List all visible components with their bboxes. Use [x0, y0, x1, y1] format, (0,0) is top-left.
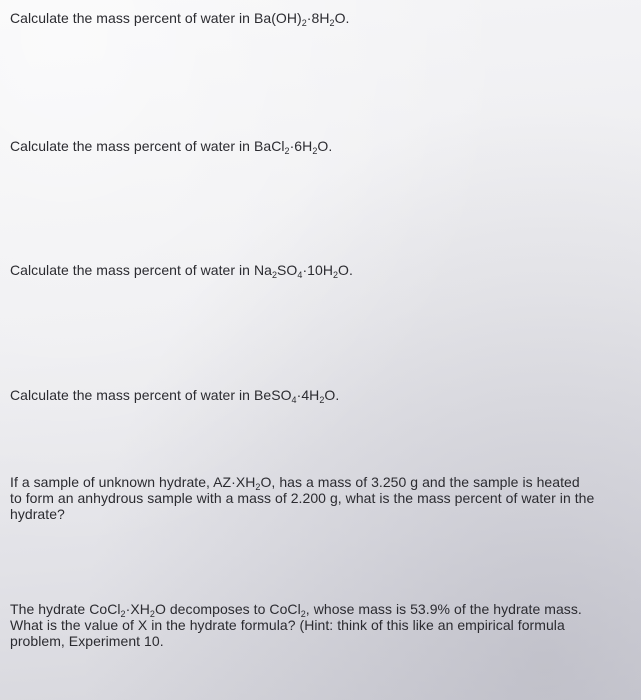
question-5-text-end: has a mass of 3.250 g and the sample is heated to form an anhydrous sample with a mass of 2.200 g, what is the mass percent of water in the hydrate?: [10, 474, 595, 522]
question-1-prompt: Calculate the mass percent of water in: [10, 10, 251, 26]
question-3-prompt: Calculate the mass percent of water in: [10, 262, 251, 278]
question-1-formula: $Ba(OH)_2\cdot 8H_2O$.: [253, 10, 350, 28]
question-3-formula: $Na_2SO_4\cdot 10H_2O$.: [253, 262, 353, 280]
question-1: [10, 10, 600, 26]
question-2-formula: $BaCl_2\cdot 6H_2O$.: [253, 138, 333, 156]
question-2-prompt: Calculate the mass percent of water in: [10, 138, 251, 154]
question-6-anhydrous-formula: CoCl$_2$,: [269, 601, 310, 619]
question-4-prompt: Calculate the mass percent of water in: [10, 387, 251, 403]
question-6-text-end: whose mass is 53.9% of the hydrate mass. What is the value of X in the hydrate formula? (Hint: think of this like an empirical formula problem, Experiment 10.: [10, 601, 582, 649]
question-2: [10, 138, 600, 154]
question-6-text-middle: decomposes to: [169, 601, 266, 617]
question-6-hydrate-formula: $CoCl_2\cdot XH_2O$: [89, 601, 166, 619]
question-5-text-start: If a sample of unknown hydrate,: [10, 474, 210, 490]
question-4-formula: $BeSO_4\cdot 4H_2O$.: [253, 387, 340, 405]
question-6: [10, 601, 595, 649]
question-4: [10, 387, 600, 403]
question-6-text-start: The hydrate: [10, 601, 86, 617]
question-3: [10, 262, 600, 278]
question-5: [10, 474, 595, 522]
question-5-formula: $AZ\cdot XH_2O$,: [213, 474, 276, 492]
